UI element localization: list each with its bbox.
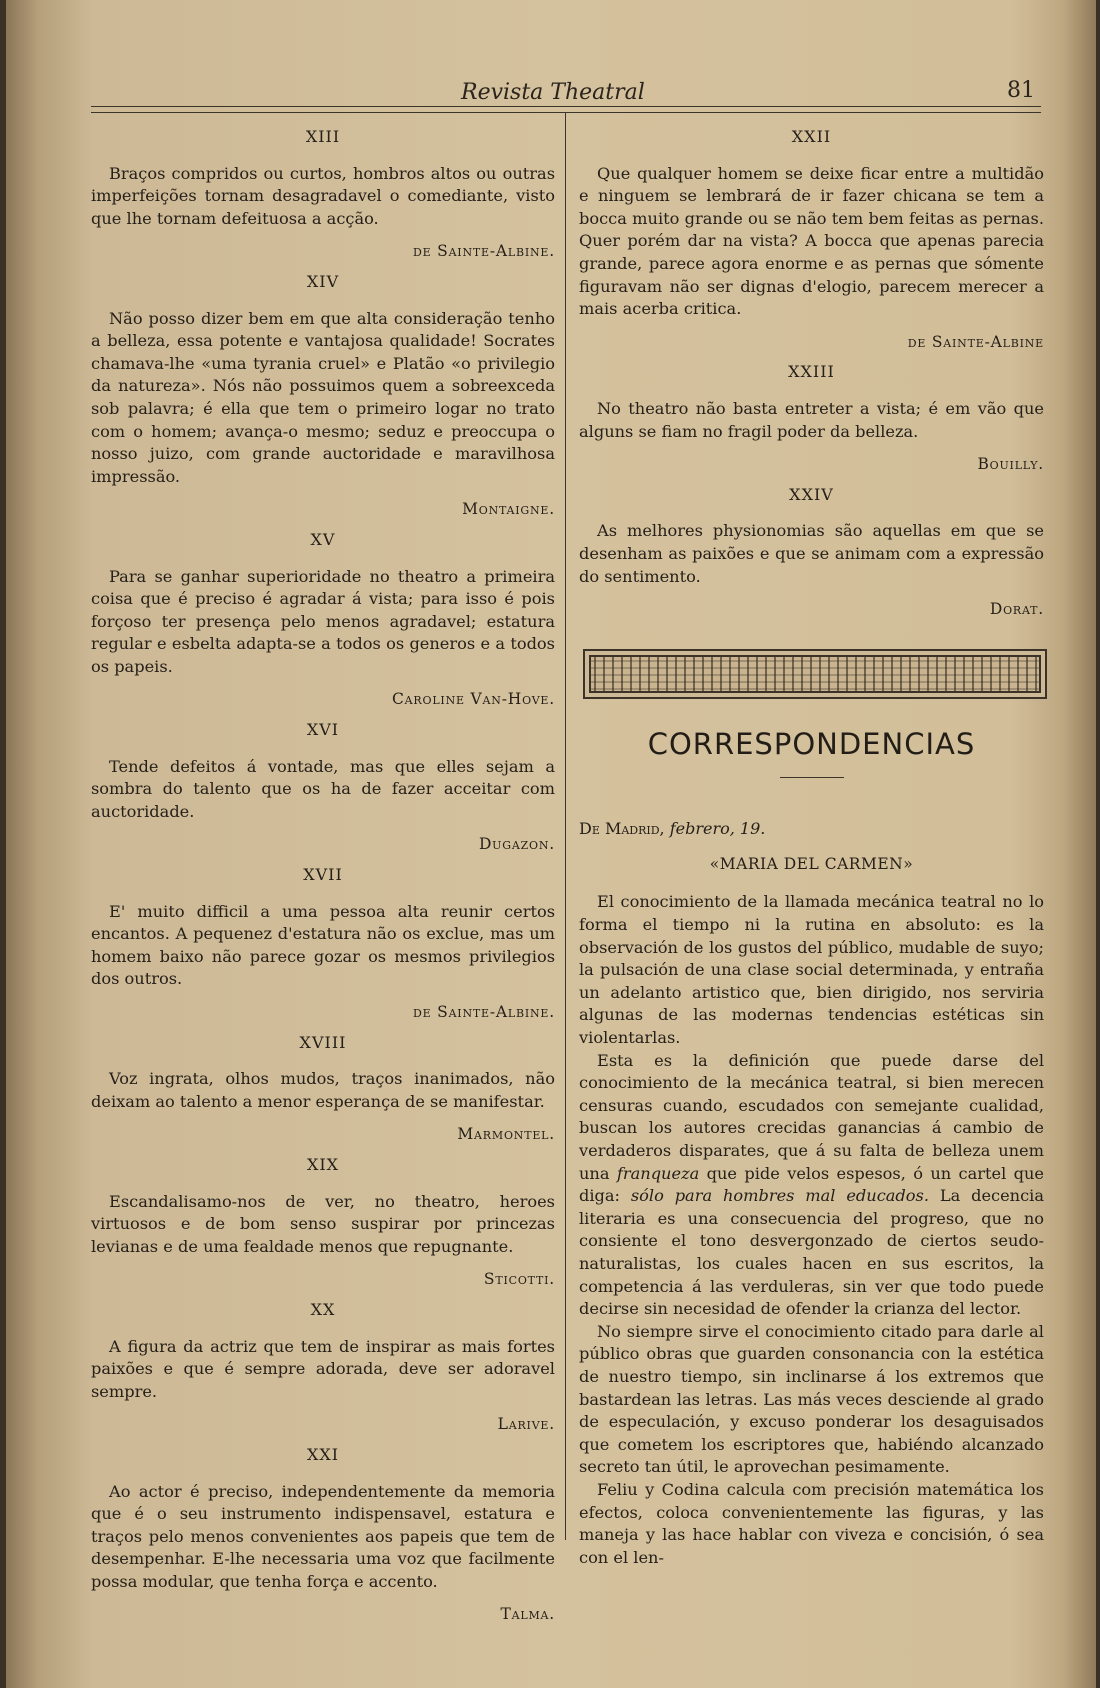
section-number: XXI [306, 1444, 340, 1464]
maxim-text: A figura da actriz que tem de inspirar as mais fortes paixões e que é sempre adorada, deve ser adoravel sempre. [91, 1336, 555, 1401]
text-run: Esta es la definición que puede darse del conocimiento de la mecánica teatral, si bien merecen censuras cuando, escudados con semejante cualidad, buscan los autores crecidas ganancias á cambio de verdaderos disparates, que á su falta de belleza unem una [579, 1050, 1044, 1183]
section-number: XX [310, 1299, 336, 1319]
dateline-date: febrero, 19. [669, 819, 766, 839]
running-title: Revista Theatral [461, 80, 645, 105]
section-number: XVIII [299, 1032, 347, 1052]
section-number: XIII [305, 127, 341, 146]
section-number: XVI [306, 720, 340, 740]
page-header [91, 78, 1041, 104]
maxim-xiii [91, 126, 555, 263]
section-number: XV [310, 529, 336, 549]
maxim-text: Não posso dizer bem em que alta consideração tenho a belleza, essa potente e vantajosa qualidade! Socrates chamava-lhe «uma tyrania cruel» e Platão «o privilegio da natureza». Nós não possuimos quem a sobreexceda sob palavra; é ella que tem o primeiro logar no trato com o homem; avança-o mesmo; seduz e preoccupa o nosso juizo, com grande auctoridade e maravilhosa impressão. [91, 308, 555, 486]
maxim-xvii [91, 864, 555, 1024]
section-number: XIV [306, 271, 340, 291]
maxim-attribution: de Sainte-Albine [907, 332, 1044, 351]
play-title: «MARIA DEL CARMEN» [709, 854, 914, 873]
maxim-attribution: Talma. [500, 1605, 555, 1624]
section-number: XVII [303, 865, 343, 885]
article-paragraph: Feliu y Codina calcula com precisión matemática los efectos, coloca convenientemente las figuras, y las maneja y las hace hablar con viveza e concisión, ó sea con el len- [579, 1479, 1044, 1567]
page [6, 0, 1096, 1688]
text-run: La decencia literaria es una consecuencia del progreso, que no consiente el tono desvergonzado de ciertos seudo-naturalistas, los cuales hacen en sus escritos, la competencia á las verduleras, sin ver que todo puede decirse sin necesidad de ofender la crianza del lector. [579, 1186, 1044, 1319]
left-column [91, 126, 555, 1634]
dateline [579, 818, 1044, 841]
section-title: CORRESPONDENCIAS [647, 726, 976, 761]
maxim-xvi [91, 719, 555, 856]
column-divider [565, 112, 566, 1540]
emphasis: sólo para hombres mal educados. [630, 1186, 929, 1206]
maxim-xiv [91, 271, 555, 521]
maxim-text: Braços compridos ou curtos, hombros altos ou outras imperfeições tornam desagradavel o comediante, visto que lhe tornam defeituosa a acção. [91, 163, 555, 228]
maxim-xxiii [579, 361, 1044, 475]
maxim-xxii [579, 126, 1044, 353]
page-number: 81 [1007, 78, 1035, 103]
header-rule [91, 106, 1041, 113]
maxim-attribution: Caroline Van-Hove. [392, 690, 555, 709]
maxim-xv [91, 529, 555, 711]
maxim-text: Ao actor é preciso, independentemente da memoria que é o seu instrumento indispensavel, estatura e traços pelo menos convenientes aos papeis que tem de desempenhar. E-lhe necessaria uma voz que facilmente possa modular, que tenha força e accento. [91, 1481, 555, 1591]
maxim-xxiv [579, 484, 1044, 621]
maxim-text: As melhores physionomias são aquellas em que se desenham as paixões e que se animam com a expressão do sentimento. [579, 521, 1044, 586]
section-number: XXIV [789, 484, 834, 504]
right-column [579, 126, 1044, 1569]
emphasis: franqueza [616, 1163, 700, 1183]
section-number: XXIII [788, 362, 835, 382]
maxim-attribution: Larive. [497, 1415, 555, 1434]
title-divider [780, 777, 844, 778]
decorative-ornament-band [583, 649, 1047, 699]
maxim-xxi [91, 1444, 555, 1626]
maxim-attribution: Montaigne. [462, 500, 555, 519]
article-paragraph: No siempre sirve el conocimiento citado para darle al público obras que guarden consonancia con la estética de nuestro tiempo, sin inclinarse á los extremos que bastardean las letras. Las más veces desciende al grado de especulación, y excuso ponderar los desaguisados que cometem los escriptores que, habiéndo alcanzado secreto tan útil, le aprovechan pesimamente. [579, 1321, 1044, 1477]
article-paragraph: El conocimiento de la llamada mecánica teatral no lo forma el tiempo ni la rutina en absoluto: es la observación de los gustos del público, mudable de suyo; la pulsación de una clase social determinada, y entraña un adelanto artistico que, bien dirigido, nos serviria algunas de las modernas tendencias estéticas sin violentarlas. [579, 892, 1044, 1048]
maxim-attribution: Sticotti. [483, 1270, 555, 1289]
maxim-text: No theatro não basta entreter a vista; é em vão que alguns se fiam no fragil poder da belleza. [579, 398, 1044, 441]
maxim-text: E' muito difficil a uma pessoa alta reunir certos encantos. A pequenez d'estatura não os exclue, mas um homem baixo não parece gozar os mesmos privilegios dos outros. [91, 901, 555, 989]
maxim-xix [91, 1154, 555, 1291]
maxim-attribution: de Sainte-Albine. [412, 1003, 555, 1021]
maxim-text: Tende defeitos á vontade, mas que elles sejam a sombra do talento que os ha de fazer acceitar com auctoridade. [91, 756, 555, 821]
maxim-attribution: Marmontel. [457, 1125, 555, 1144]
section-number: XXII [791, 127, 832, 146]
maxim-text: Voz ingrata, olhos mudos, traços inanimados, não deixam ao talento a menor esperança de se manifestar. [91, 1069, 555, 1111]
maxim-xx [91, 1299, 555, 1436]
dateline-place: De Madrid, [579, 819, 665, 839]
maxim-attribution: de Sainte-Albine. [412, 242, 555, 261]
maxim-text: Que qualquer homem se deixe ficar entre a multidão e ninguem se lembrará de ir fazer chicana se tem a bocca muito grande ou se não tem bem feitas as pernas. Quer porém dar na vista? A bocca que apenas parecia grande, parece agora enorme e as pernas que sómente figuravam não ser dignas d'elogio, parecem merecer a mais acerba critica. [579, 163, 1044, 319]
section-number: XIX [306, 1154, 340, 1174]
maxim-attribution: Dugazon. [478, 835, 555, 854]
maxim-xviii [91, 1032, 555, 1146]
text-run: que pide velos espesos, ó un cartel que diga: [579, 1163, 1044, 1206]
article-paragraph [579, 1050, 1044, 1321]
maxim-text: Escandalisamo-nos de ver, no theatro, heroes virtuosos e de bom senso suspirar por princezas levianas e de uma fealdade menos que repugnante. [91, 1191, 555, 1256]
maxim-attribution: Dorat. [989, 600, 1044, 619]
maxim-text: Para se ganhar superioridade no theatro a primeira coisa que é preciso é agradar á vista; para isso é pois forçoso ter presença pelo menos agradavel; estatura regular e esbelta adapta-se a todos os generos e a todos os papeis. [91, 566, 555, 676]
maxim-attribution: Bouilly. [977, 455, 1044, 474]
